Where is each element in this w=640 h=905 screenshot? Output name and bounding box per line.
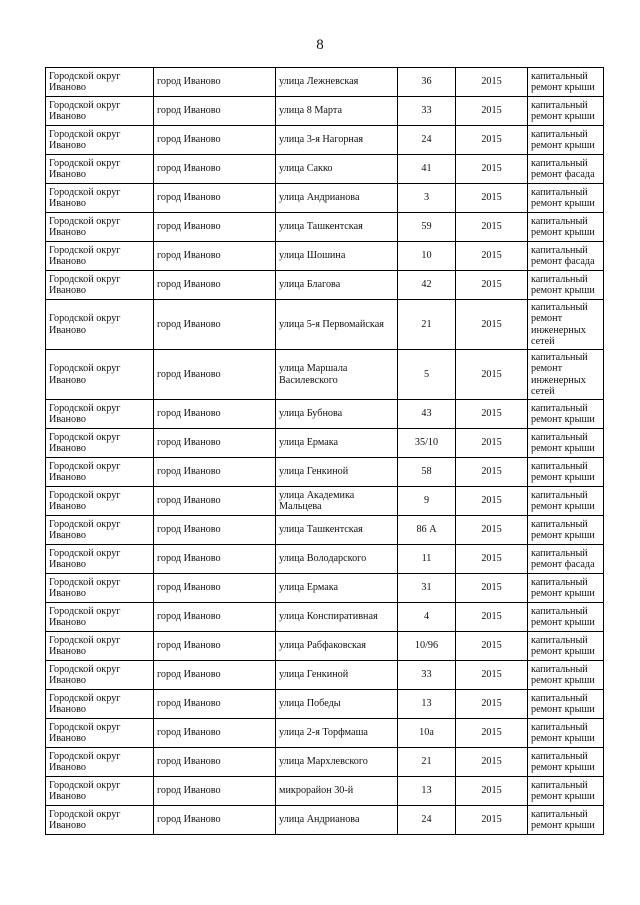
- table-row: [46, 400, 604, 429]
- house-number-cell: 31: [398, 574, 456, 603]
- table-row: [46, 429, 604, 458]
- street-cell: улица Сакко: [276, 155, 398, 184]
- city-cell: город Иваново: [154, 213, 276, 242]
- table-row: [46, 545, 604, 574]
- street-cell: улица Бубнова: [276, 400, 398, 429]
- year-cell: 2015: [456, 632, 528, 661]
- street-cell: улица Андрианова: [276, 184, 398, 213]
- street-cell: улица Маршала Василевского: [276, 350, 398, 400]
- table-row: [46, 350, 604, 400]
- street-cell: улица Академика Мальцева: [276, 487, 398, 516]
- city-cell: город Иваново: [154, 429, 276, 458]
- street-cell: улица Володарского: [276, 545, 398, 574]
- okrug-cell: Городской округ Иваново: [46, 458, 154, 487]
- okrug-cell: Городской округ Иваново: [46, 777, 154, 806]
- year-cell: 2015: [456, 545, 528, 574]
- work-type-cell: капитальный ремонт крыши: [528, 429, 604, 458]
- street-cell: улица 2-я Торфмаша: [276, 719, 398, 748]
- city-cell: город Иваново: [154, 350, 276, 400]
- house-number-cell: 43: [398, 400, 456, 429]
- city-cell: город Иваново: [154, 300, 276, 350]
- work-type-cell: капитальный ремонт крыши: [528, 184, 604, 213]
- okrug-cell: Городской округ Иваново: [46, 300, 154, 350]
- house-number-cell: 3: [398, 184, 456, 213]
- work-type-cell: капитальный ремонт крыши: [528, 748, 604, 777]
- work-type-cell: капитальный ремонт инженерных сетей: [528, 350, 604, 400]
- house-number-cell: 21: [398, 748, 456, 777]
- house-number-cell: 5: [398, 350, 456, 400]
- work-type-cell: капитальный ремонт крыши: [528, 97, 604, 126]
- year-cell: 2015: [456, 350, 528, 400]
- city-cell: город Иваново: [154, 690, 276, 719]
- street-cell: улица Конспиративная: [276, 603, 398, 632]
- okrug-cell: Городской округ Иваново: [46, 350, 154, 400]
- year-cell: 2015: [456, 300, 528, 350]
- city-cell: город Иваново: [154, 777, 276, 806]
- registry-table: [45, 67, 604, 835]
- okrug-cell: Городской округ Иваново: [46, 632, 154, 661]
- okrug-cell: Городской округ Иваново: [46, 184, 154, 213]
- city-cell: город Иваново: [154, 603, 276, 632]
- work-type-cell: капитальный ремонт крыши: [528, 661, 604, 690]
- city-cell: город Иваново: [154, 271, 276, 300]
- okrug-cell: Городской округ Иваново: [46, 603, 154, 632]
- work-type-cell: капитальный ремонт фасада: [528, 545, 604, 574]
- street-cell: улица 3-я Нагорная: [276, 126, 398, 155]
- city-cell: город Иваново: [154, 806, 276, 835]
- table-row: [46, 806, 604, 835]
- work-type-cell: капитальный ремонт крыши: [528, 574, 604, 603]
- street-cell: улица Лежневская: [276, 68, 398, 97]
- okrug-cell: Городской округ Иваново: [46, 213, 154, 242]
- table-body: [46, 68, 604, 835]
- work-type-cell: капитальный ремонт крыши: [528, 126, 604, 155]
- work-type-cell: капитальный ремонт крыши: [528, 690, 604, 719]
- city-cell: город Иваново: [154, 719, 276, 748]
- street-cell: улица 8 Марта: [276, 97, 398, 126]
- city-cell: город Иваново: [154, 574, 276, 603]
- year-cell: 2015: [456, 719, 528, 748]
- year-cell: 2015: [456, 487, 528, 516]
- year-cell: 2015: [456, 777, 528, 806]
- street-cell: улица Генкиной: [276, 458, 398, 487]
- year-cell: 2015: [456, 603, 528, 632]
- table-row: [46, 155, 604, 184]
- house-number-cell: 10/96: [398, 632, 456, 661]
- year-cell: 2015: [456, 184, 528, 213]
- city-cell: город Иваново: [154, 126, 276, 155]
- street-cell: улица Андрианова: [276, 806, 398, 835]
- city-cell: город Иваново: [154, 632, 276, 661]
- okrug-cell: Городской округ Иваново: [46, 97, 154, 126]
- street-cell: улица 5-я Первомайская: [276, 300, 398, 350]
- work-type-cell: капитальный ремонт крыши: [528, 632, 604, 661]
- city-cell: город Иваново: [154, 242, 276, 271]
- house-number-cell: 24: [398, 126, 456, 155]
- work-type-cell: капитальный ремонт крыши: [528, 68, 604, 97]
- okrug-cell: Городской округ Иваново: [46, 155, 154, 184]
- house-number-cell: 13: [398, 690, 456, 719]
- house-number-cell: 24: [398, 806, 456, 835]
- work-type-cell: капитальный ремонт крыши: [528, 213, 604, 242]
- year-cell: 2015: [456, 429, 528, 458]
- year-cell: 2015: [456, 748, 528, 777]
- table-row: [46, 97, 604, 126]
- house-number-cell: 58: [398, 458, 456, 487]
- table-row: [46, 458, 604, 487]
- okrug-cell: Городской округ Иваново: [46, 487, 154, 516]
- year-cell: 2015: [456, 213, 528, 242]
- table-row: [46, 300, 604, 350]
- table-row: [46, 748, 604, 777]
- city-cell: город Иваново: [154, 184, 276, 213]
- okrug-cell: Городской округ Иваново: [46, 400, 154, 429]
- house-number-cell: 9: [398, 487, 456, 516]
- city-cell: город Иваново: [154, 487, 276, 516]
- page-number: 8: [316, 37, 324, 53]
- year-cell: 2015: [456, 516, 528, 545]
- house-number-cell: 4: [398, 603, 456, 632]
- table-row: [46, 719, 604, 748]
- table-row: [46, 603, 604, 632]
- work-type-cell: капитальный ремонт крыши: [528, 487, 604, 516]
- house-number-cell: 35/10: [398, 429, 456, 458]
- okrug-cell: Городской округ Иваново: [46, 271, 154, 300]
- work-type-cell: капитальный ремонт фасада: [528, 242, 604, 271]
- street-cell: улица Благова: [276, 271, 398, 300]
- okrug-cell: Городской округ Иваново: [46, 690, 154, 719]
- house-number-cell: 13: [398, 777, 456, 806]
- house-number-cell: 10а: [398, 719, 456, 748]
- table-row: [46, 271, 604, 300]
- okrug-cell: Городской округ Иваново: [46, 661, 154, 690]
- okrug-cell: Городской округ Иваново: [46, 806, 154, 835]
- work-type-cell: капитальный ремонт крыши: [528, 271, 604, 300]
- house-number-cell: 21: [398, 300, 456, 350]
- house-number-cell: 86 А: [398, 516, 456, 545]
- work-type-cell: капитальный ремонт крыши: [528, 603, 604, 632]
- work-type-cell: капитальный ремонт крыши: [528, 777, 604, 806]
- work-type-cell: капитальный ремонт крыши: [528, 458, 604, 487]
- street-cell: улица Ермака: [276, 574, 398, 603]
- year-cell: 2015: [456, 271, 528, 300]
- year-cell: 2015: [456, 661, 528, 690]
- street-cell: улица Ташкентская: [276, 213, 398, 242]
- street-cell: улица Ермака: [276, 429, 398, 458]
- okrug-cell: Городской округ Иваново: [46, 242, 154, 271]
- work-type-cell: капитальный ремонт крыши: [528, 719, 604, 748]
- year-cell: 2015: [456, 126, 528, 155]
- year-cell: 2015: [456, 155, 528, 184]
- year-cell: 2015: [456, 458, 528, 487]
- city-cell: город Иваново: [154, 458, 276, 487]
- street-cell: улица Рабфаковская: [276, 632, 398, 661]
- okrug-cell: Городской округ Иваново: [46, 748, 154, 777]
- table-row: [46, 516, 604, 545]
- house-number-cell: 41: [398, 155, 456, 184]
- house-number-cell: 11: [398, 545, 456, 574]
- year-cell: 2015: [456, 97, 528, 126]
- table-row: [46, 661, 604, 690]
- street-cell: улица Ташкентская: [276, 516, 398, 545]
- street-cell: улица Мархлевского: [276, 748, 398, 777]
- table-row: [46, 777, 604, 806]
- street-cell: микрорайон 30-й: [276, 777, 398, 806]
- year-cell: 2015: [456, 400, 528, 429]
- okrug-cell: Городской округ Иваново: [46, 719, 154, 748]
- house-number-cell: 36: [398, 68, 456, 97]
- street-cell: улица Шошина: [276, 242, 398, 271]
- work-type-cell: капитальный ремонт крыши: [528, 806, 604, 835]
- year-cell: 2015: [456, 574, 528, 603]
- table-row: [46, 632, 604, 661]
- street-cell: улица Генкиной: [276, 661, 398, 690]
- year-cell: 2015: [456, 242, 528, 271]
- year-cell: 2015: [456, 68, 528, 97]
- okrug-cell: Городской округ Иваново: [46, 545, 154, 574]
- work-type-cell: капитальный ремонт фасада: [528, 155, 604, 184]
- table-row: [46, 487, 604, 516]
- table-row: [46, 126, 604, 155]
- year-cell: 2015: [456, 806, 528, 835]
- okrug-cell: Городской округ Иваново: [46, 126, 154, 155]
- street-cell: улица Победы: [276, 690, 398, 719]
- okrug-cell: Городской округ Иваново: [46, 574, 154, 603]
- year-cell: 2015: [456, 690, 528, 719]
- work-type-cell: капитальный ремонт крыши: [528, 516, 604, 545]
- table-row: [46, 574, 604, 603]
- okrug-cell: Городской округ Иваново: [46, 516, 154, 545]
- house-number-cell: 59: [398, 213, 456, 242]
- city-cell: город Иваново: [154, 661, 276, 690]
- work-type-cell: капитальный ремонт крыши: [528, 400, 604, 429]
- okrug-cell: Городской округ Иваново: [46, 429, 154, 458]
- house-number-cell: 33: [398, 661, 456, 690]
- table-row: [46, 184, 604, 213]
- okrug-cell: Городской округ Иваново: [46, 68, 154, 97]
- city-cell: город Иваново: [154, 400, 276, 429]
- city-cell: город Иваново: [154, 516, 276, 545]
- city-cell: город Иваново: [154, 748, 276, 777]
- table-row: [46, 690, 604, 719]
- city-cell: город Иваново: [154, 155, 276, 184]
- table-row: [46, 242, 604, 271]
- city-cell: город Иваново: [154, 97, 276, 126]
- city-cell: город Иваново: [154, 68, 276, 97]
- city-cell: город Иваново: [154, 545, 276, 574]
- house-number-cell: 33: [398, 97, 456, 126]
- table-row: [46, 68, 604, 97]
- table-row: [46, 213, 604, 242]
- house-number-cell: 10: [398, 242, 456, 271]
- house-number-cell: 42: [398, 271, 456, 300]
- work-type-cell: капитальный ремонт инженерных сетей: [528, 300, 604, 350]
